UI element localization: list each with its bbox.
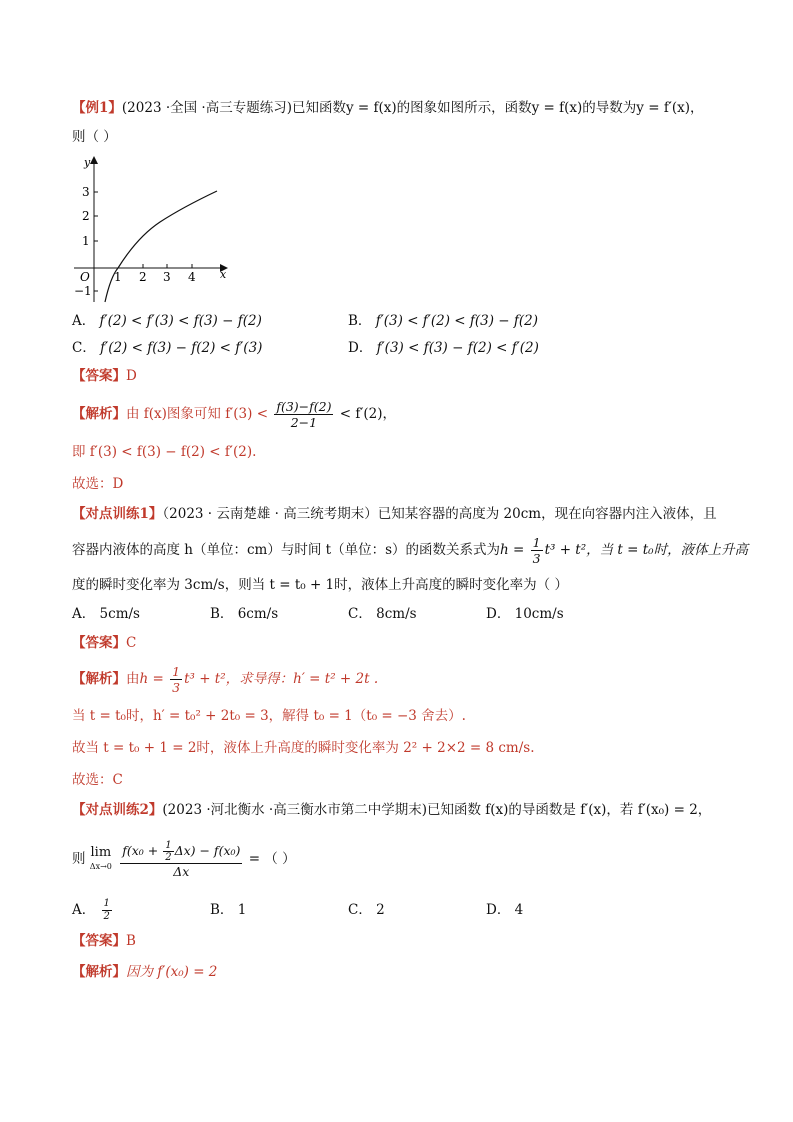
- training-1-option-d[interactable]: D． 10cm/s: [486, 606, 564, 622]
- example-1-option-a[interactable]: A． f′(2) < f′(3) < f(3) − f(2): [72, 313, 262, 329]
- example-1-option-c[interactable]: C． f′(2) < f(3) − f(2) < f′(3): [72, 340, 263, 356]
- x-tick-1: 1: [114, 270, 122, 284]
- training-1-analysis-2: 当 t = t₀时，h′ = t₀² + 2t₀ = 3，解得 t₀ = 1（t₀ = −3 舍去）.: [72, 708, 466, 724]
- training-1-option-b[interactable]: B． 6cm/s: [210, 606, 279, 622]
- example-1-analysis-2: 即 f′(3) < f(3) − f(2) < f′(2).: [72, 444, 257, 460]
- training-1-stem-2: 容器内液体的高度 h（单位：cm）与时间 t（单位：s）的函数关系式为h = $\frac{1}{3}$ t³ + t²，当 t = t₀时，液体上升高: [72, 535, 749, 566]
- example-1-option-b[interactable]: B． f′(3) < f′(2) < f(3) − f(2): [348, 313, 539, 329]
- training-2-option-c[interactable]: C． 2: [348, 902, 385, 918]
- training-2-option-a[interactable]: A． $\frac{1}{2}$: [72, 898, 110, 922]
- training-1-analysis-3: 故当 t = t₀ + 1 = 2时，液体上升高度的瞬时变化率为 2² + 2×2 = 8 cm/s.: [72, 740, 535, 756]
- training-2-option-d[interactable]: D． 4: [486, 902, 524, 918]
- y-axis-label: y: [84, 156, 91, 169]
- function-graph: [60, 152, 240, 312]
- training-2-option-b[interactable]: B． 1: [210, 902, 247, 918]
- training-2-limit: 则 lim Δx→0 f(x₀ + $\frac{1}{2}$ Δx) − f(x₀) Δx = （ ）: [72, 840, 296, 879]
- example-1-text: 已知函数y = f(x)的图象如图所示，函数y = f(x)的导数为y = f′(x)，: [291, 100, 704, 116]
- x-tick-3: 3: [163, 270, 171, 284]
- x-tick-2: 2: [139, 270, 147, 284]
- training-1-choose: 故选：C: [72, 772, 123, 788]
- example-1-answer: 【答案】D: [72, 368, 137, 384]
- x-tick-4: 4: [188, 270, 196, 284]
- training-1-answer: 【答案】C: [72, 635, 137, 651]
- origin-label: O: [80, 270, 90, 284]
- function-curve: [105, 191, 217, 302]
- training-2-stem: 【对点训练2】(2023 ·河北衡水 ·高三衡水市第二中学期末)已知函数 f(x)的导函数是 f′(x)，若 f′(x₀) = 2，: [72, 802, 712, 818]
- example-1-stem-2: 则（ ）: [72, 129, 117, 145]
- y-tick-3: 3: [82, 185, 90, 199]
- training-1-stem-3: 度的瞬时变化率为 3cm/s，则当 t = t₀ + 1时，液体上升高度的瞬时变化率为（ ）: [72, 577, 568, 593]
- y-tick-neg1: −1: [74, 284, 92, 298]
- training-1-stem: 【对点训练1】（2023 · 云南楚雄 · 高三统考期末）已知某容器的高度为 20cm，现在向容器内注入液体，且: [72, 506, 717, 522]
- training-1-option-a[interactable]: A． 5cm/s: [72, 606, 140, 622]
- example-1-choose: 故选：D: [72, 476, 124, 492]
- example-1-option-d[interactable]: D． f′(3) < f(3) − f(2) < f′(2): [348, 340, 539, 356]
- y-tick-2: 2: [82, 209, 90, 223]
- training-2-answer: 【答案】B: [72, 933, 136, 949]
- y-tick-1: 1: [82, 234, 90, 248]
- example-1-source: (2023 ·全国 ·高三专题练习): [121, 100, 292, 116]
- training-1-analysis: 【解析】由h = $\frac{1}{3}$ t³ + t²，求导得：h′ = t² + 2t .: [72, 664, 379, 695]
- example-1-tag: 【例1】: [72, 100, 122, 116]
- training-2-analysis: 【解析】因为 f′(x₀) = 2: [72, 964, 218, 980]
- x-axis-label: x: [220, 268, 227, 281]
- example-1-analysis: 【解析】由 f(x)图象可知 f′(3) < $\frac{f(3)-f(2)}{2-1}$ < f′(2)，: [72, 399, 397, 430]
- example-1-answer-value: D: [126, 368, 137, 384]
- example-1-stem: [72, 98, 732, 118]
- training-1-option-c[interactable]: C． 8cm/s: [348, 606, 417, 622]
